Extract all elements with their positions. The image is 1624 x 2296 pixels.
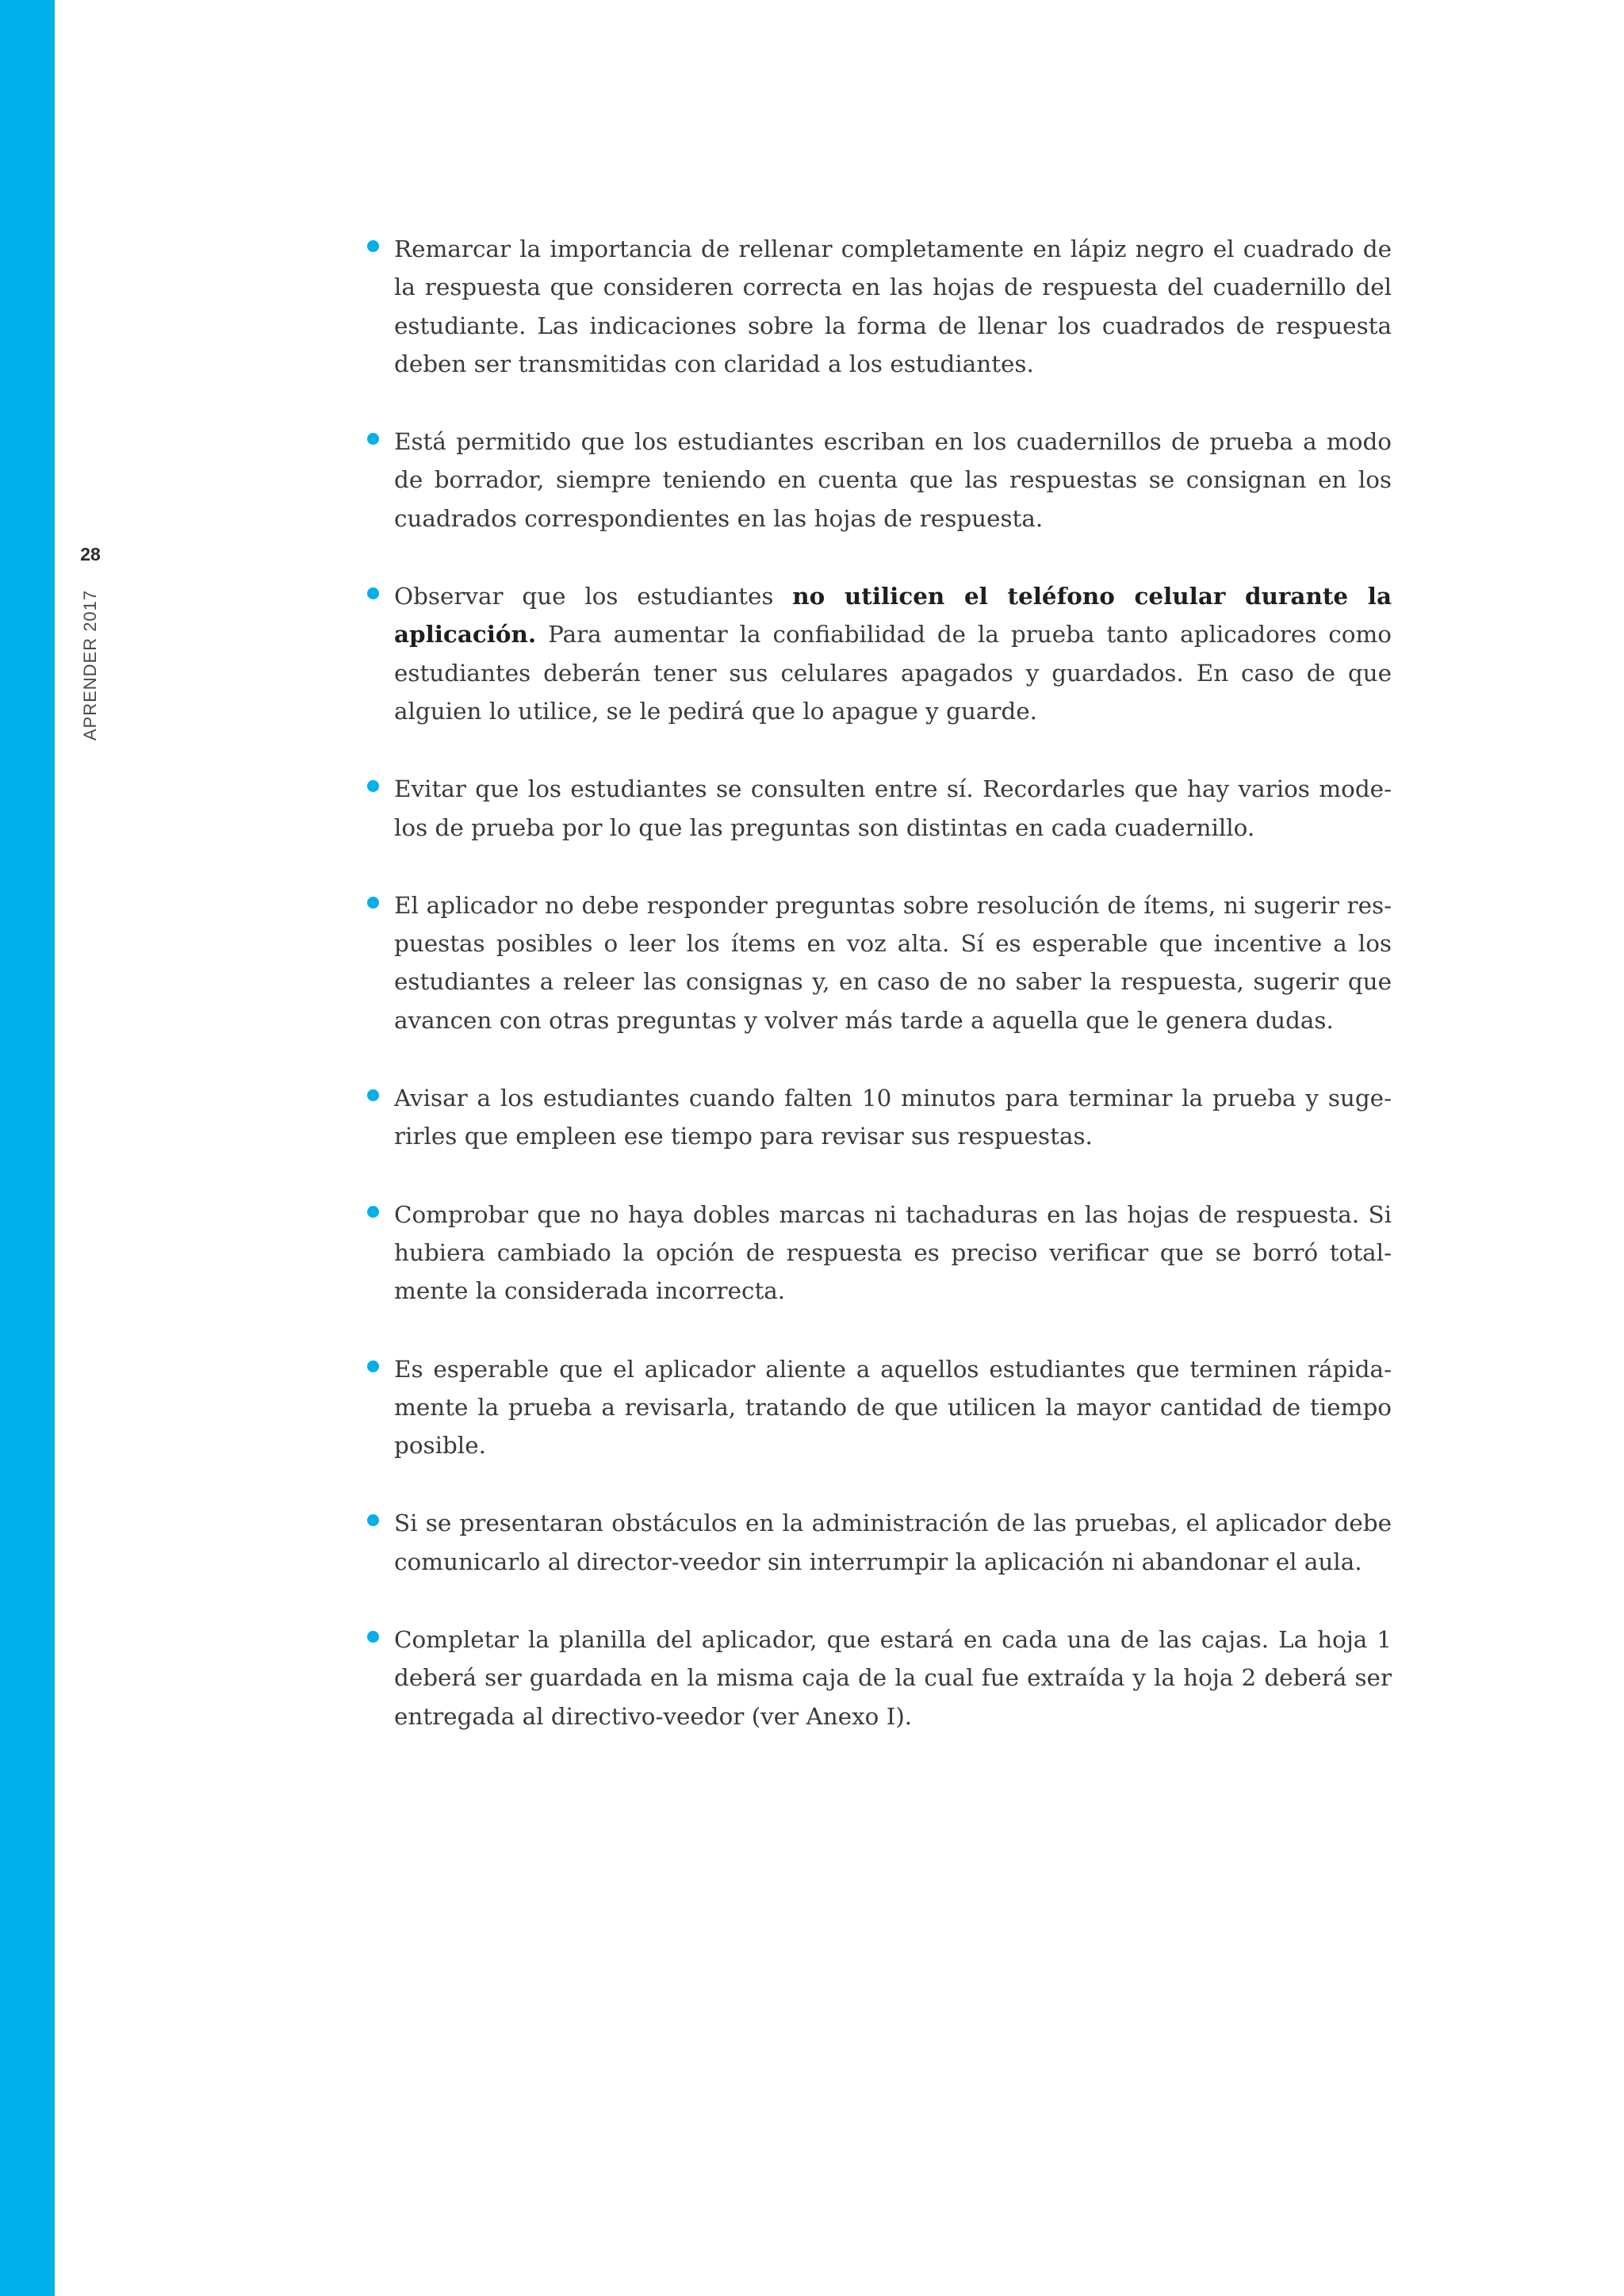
bullet-dot-icon: [367, 1206, 379, 1218]
list-item: [394, 423, 1392, 538]
side-color-bar: [0, 0, 55, 2296]
list-item: [394, 1621, 1392, 1735]
list-item-text: Remarcar la importancia de rellenar completamente en lápiz negro el cuadrado de la respuesta que consideren correcta en las hojas de respuesta del cuadernillo del estudiante. Las indicaciones sobre la forma de llenar los cuadrados de respuesta deben ser transmitidas con claridad a los estudiantes.: [394, 235, 1392, 377]
list-item: [394, 1079, 1392, 1156]
bullet-dot-icon: [367, 587, 379, 599]
bullet-dot-icon: [367, 1631, 379, 1643]
list-item-text: Está permitido que los estudiantes escriban en los cuadernillos de prueba a modo de borrador, siempre teniendo en cuenta que las respuestas se consignan en los cuadrados correspondientes en las hojas de respuesta.: [394, 428, 1392, 532]
running-head: APRENDER 2017: [80, 589, 100, 741]
list-item-text: El aplicador no debe responder preguntas sobre resolución de ítems, ni sugerir respuestas posibles o leer los ítems en voz alta. Sí es esperable que incentive a los estudiantes a releer las consignas y, en caso de no saber la respuesta, sugerir que avancen con otras preguntas y volver más tarde a aquella que le genera dudas.: [394, 891, 1392, 1034]
bullet-dot-icon: [367, 433, 379, 445]
list-item: [394, 1196, 1392, 1311]
list-item-text: Es esperable que el aplicador aliente a aquellos estudiantes que terminen rápidamente la prueba a revisarla, tratando de que utilicen la mayor cantidad de tiempo posible.: [394, 1355, 1392, 1460]
bullet-dot-icon: [367, 897, 379, 909]
list-item: [394, 230, 1392, 383]
page-number: 28: [80, 544, 101, 564]
bullet-dot-icon: [367, 1360, 379, 1372]
list-item-text: Avisar a los estudiantes cuando falten 10 minutos para terminar la prueba y sugerirles que empleen ese tiempo para revisar sus respuestas.: [394, 1085, 1392, 1150]
list-item-text: Evitar que los estudiantes se consulten entre sí. Recordarles que hay varios modelos de prueba por lo que las preguntas son distintas en cada cuadernillo.: [394, 775, 1392, 841]
list-item: [394, 770, 1392, 847]
bullet-dot-icon: [367, 780, 379, 792]
bullet-dot-icon: [367, 1089, 379, 1101]
list-item-text-rest: Para aumentar la confiabilidad de la prueba tanto aplicadores como estudiantes deberán tener sus celulares apagados y guardados. En caso de que alguien lo utilice, se le pedirá que lo apague y guarde.: [394, 621, 1392, 725]
list-item: [394, 1350, 1392, 1465]
bullet-dot-icon: [367, 1514, 379, 1526]
list-item-text: Completar la planilla del aplicador, que estará en cada una de las cajas. La hoja 1 deberá ser guardada en la misma caja de la cual fue extraída y la hoja 2 deberá ser entregada al directivo-veedor (ver Anexo I).: [394, 1626, 1392, 1730]
list-item: [394, 886, 1392, 1039]
bullet-dot-icon: [367, 240, 379, 252]
list-item-text-emphasis: no utilicen el teléfono celular durante la aplicación.: [394, 582, 1392, 649]
list-item: [394, 577, 1392, 730]
list-item-text: Comprobar que no haya dobles marcas ni tachaduras en las hojas de respuesta. Si hubiera cambiado la opción de respuesta es preciso verificar que se borró totalmente la considerada incorrecta.: [394, 1200, 1392, 1305]
list-item-text-lead: Observar que los estudiantes: [394, 583, 793, 610]
list-item: [394, 1504, 1392, 1581]
instruction-list: [394, 230, 1392, 1775]
list-item-text: Si se presentaran obstáculos en la administración de las pruebas, el aplicador debe comunicarlo al director-veedor sin interrumpir la aplicación ni abandonar el aula.: [394, 1510, 1392, 1575]
